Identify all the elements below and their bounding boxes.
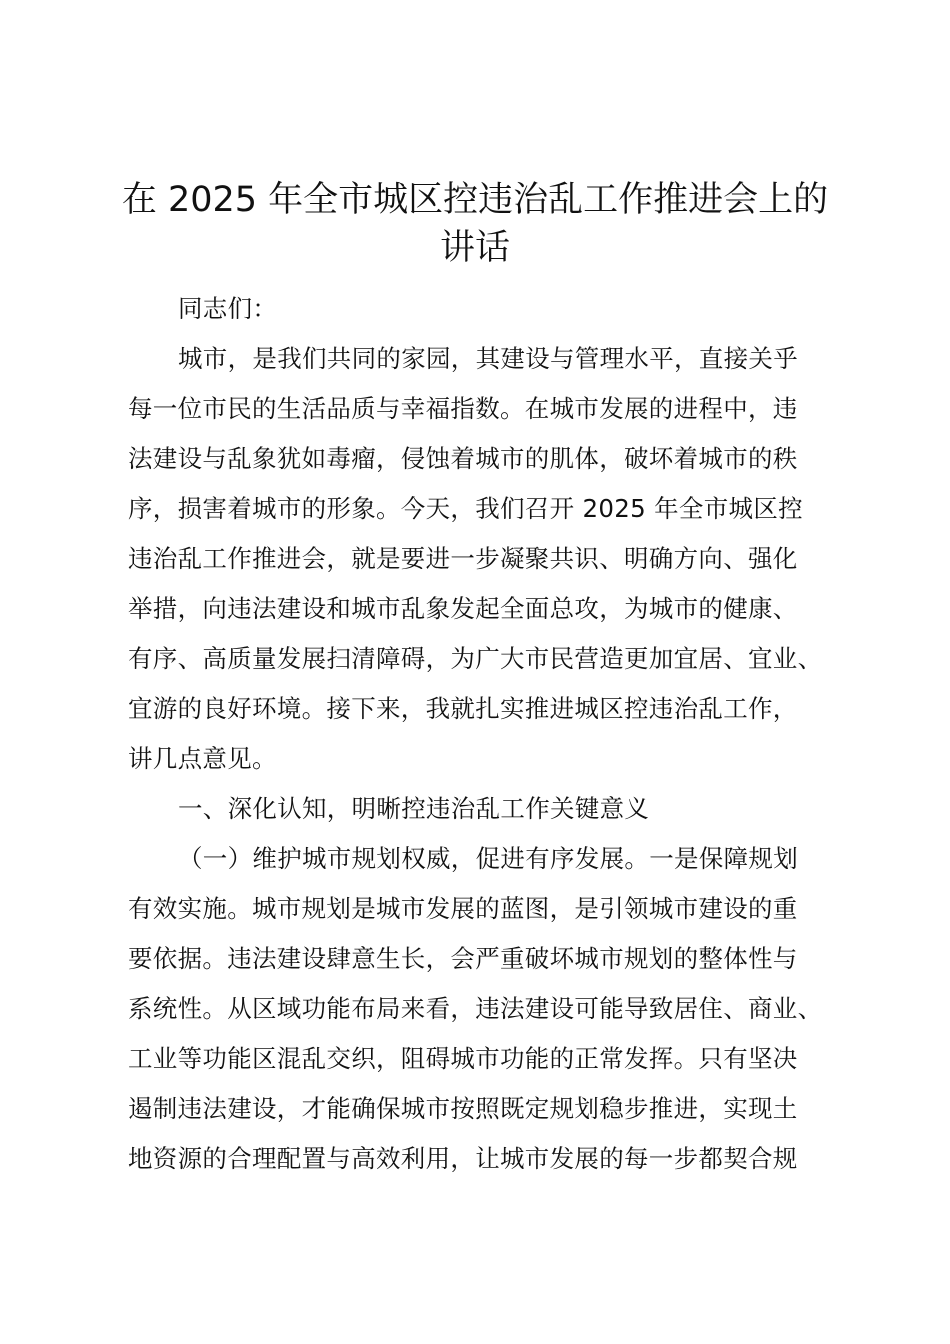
salutation: [128, 284, 840, 334]
paragraph-line: 宜游的良好环境。接下来，我就扎实推进城区控违治乱工作，: [128, 694, 798, 723]
paragraph-line: 讲几点意见。: [128, 744, 277, 773]
paragraph-line: 每一位市民的生活品质与幸福指数。在城市发展的进程中，违: [128, 394, 798, 423]
paragraph-line: 有效实施。城市规划是城市发展的蓝图，是引领城市建设的重: [128, 894, 798, 923]
section-heading-text: 一、深化认知，明晰控违治乱工作关键意义: [178, 794, 650, 823]
paragraph-line: 要依据。违法建设肆意生长，会严重破坏城市规划的整体性与: [128, 944, 798, 973]
paragraph-line: 序，损害着城市的形象。今天，我们召开 2025 年全市城区控: [128, 494, 803, 523]
paragraph-line: 工业等功能区混乱交织，阻碍城市功能的正常发挥。只有坚决: [128, 1044, 798, 1073]
title-line-1: 在 2025 年全市城区控违治乱工作推进会上的: [121, 180, 829, 220]
paragraph-line: 举措，向违法建设和城市乱象发起全面总攻，为城市的健康、: [128, 594, 798, 623]
paragraph-intro: [128, 334, 840, 784]
salutation-text: 同志们：: [178, 294, 278, 323]
paragraph-line: 违治乱工作推进会，就是要进一步凝聚共识、明确方向、强化: [128, 544, 798, 573]
paragraph-line: 地资源的合理配置与高效利用，让城市发展的每一步都契合规: [128, 1144, 798, 1173]
paragraph-line: 系统性。从区域功能布局来看，违法建设可能导致居住、商业、: [128, 994, 823, 1023]
paragraph-section1-1: [128, 834, 840, 1184]
paragraph-line: 法建设与乱象犹如毒瘤，侵蚀着城市的肌体，破坏着城市的秩: [128, 444, 798, 473]
title-line-2: 讲话: [439, 228, 510, 268]
document-body: [128, 284, 840, 1184]
paragraph-line: 遏制违法建设，才能确保城市按照既定规划稳步推进，实现土: [128, 1094, 798, 1123]
paragraph-line: 有序、高质量发展扫清障碍，为广大市民营造更加宜居、宜业、: [128, 644, 823, 673]
paragraph-line: （一）维护城市规划权威，促进有序发展。一是保障规划: [178, 844, 798, 873]
paragraph-line: 城市，是我们共同的家园，其建设与管理水平，直接关乎: [178, 344, 798, 373]
section-heading-1: [128, 784, 840, 834]
document-title: [110, 176, 840, 272]
